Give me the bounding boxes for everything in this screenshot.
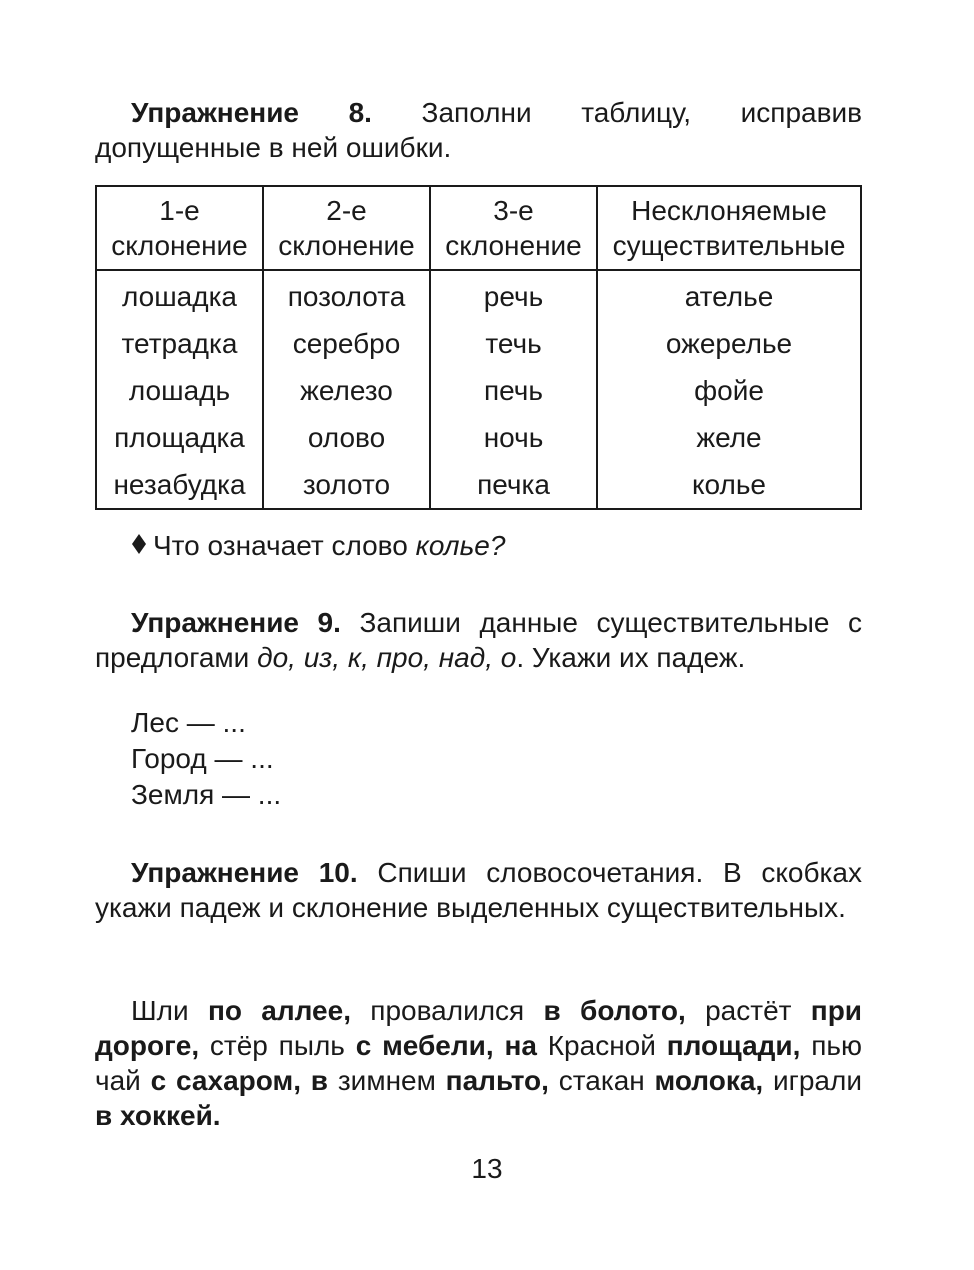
exercise-10-instructions: Упражнение 10. Спиши словосочетания. В скобках укажи падеж и склонение выделенных существительных. xyxy=(95,857,862,923)
table-cell: речь xyxy=(430,270,597,320)
header-third-declension: 3-е склонение xyxy=(430,186,597,270)
list-item: Город — ... xyxy=(131,743,274,774)
table-row xyxy=(96,461,861,509)
table-cell: позолота xyxy=(263,270,430,320)
table-row xyxy=(96,414,861,461)
table-cell: ателье xyxy=(597,270,861,320)
exercise-9-instructions: Упражнение 9. Запиши данные существительные с предлогами до, из, к, про, над, о. Укажи их падеж. xyxy=(95,607,862,673)
table-cell: фойе xyxy=(597,367,861,414)
question-word: колье? xyxy=(415,530,506,561)
table-cell: площадка xyxy=(96,414,263,461)
exercise-9-title: Упражнение 9. xyxy=(131,607,341,638)
exercise-8-instructions xyxy=(95,95,862,165)
table-cell: серебро xyxy=(263,320,430,367)
page-number: 13 xyxy=(471,1153,503,1184)
declension-table xyxy=(95,185,862,510)
table-cell: течь xyxy=(430,320,597,367)
list-item: Лес — ... xyxy=(131,707,246,738)
table-header-row xyxy=(96,186,861,270)
table-cell: ожерелье xyxy=(597,320,861,367)
header-second-declension: 2-е склонение xyxy=(263,186,430,270)
table-row xyxy=(96,270,861,320)
exercise-8-question: Что означает слово колье? xyxy=(131,528,505,563)
table-cell: тетрадка xyxy=(96,320,263,367)
table-cell: олово xyxy=(263,414,430,461)
table-cell: лошадка xyxy=(96,270,263,320)
table-cell: колье xyxy=(597,461,861,509)
exercise-9-word-list xyxy=(131,705,281,813)
table-cell: печка xyxy=(430,461,597,509)
table-row xyxy=(96,320,861,367)
list-item: Земля — ... xyxy=(131,779,282,810)
table-cell: железо xyxy=(263,367,430,414)
table-cell: печь xyxy=(430,367,597,414)
exercise-10-phrases: Шли по аллее, провалился в болото, растёт при дороге, стёр пыль с мебели, на Красной площади, пью чай с сахаром, в зимнем пальто, стакан молока, играли в хоккей. xyxy=(95,995,863,1131)
table-row xyxy=(96,367,861,414)
exercise-8-text: Заполни таблицу, исправив допущенные в ней ошибки. xyxy=(95,97,862,163)
table-cell: лошадь xyxy=(96,367,263,414)
table-cell: ночь xyxy=(430,414,597,461)
prepositions-list: до, из, к, про, над, о xyxy=(257,642,517,673)
header-indeclinable: Несклоняемые существительные xyxy=(597,186,861,270)
diamond-bullet-icon xyxy=(131,528,153,563)
exercise-10-title: Упражнение 10. xyxy=(131,857,358,888)
header-first-declension: 1-е склонение xyxy=(96,186,263,270)
table-cell: желе xyxy=(597,414,861,461)
table-cell: золото xyxy=(263,461,430,509)
exercise-8-title: Упражнение 8. xyxy=(131,97,372,128)
table-cell: незабудка xyxy=(96,461,263,509)
